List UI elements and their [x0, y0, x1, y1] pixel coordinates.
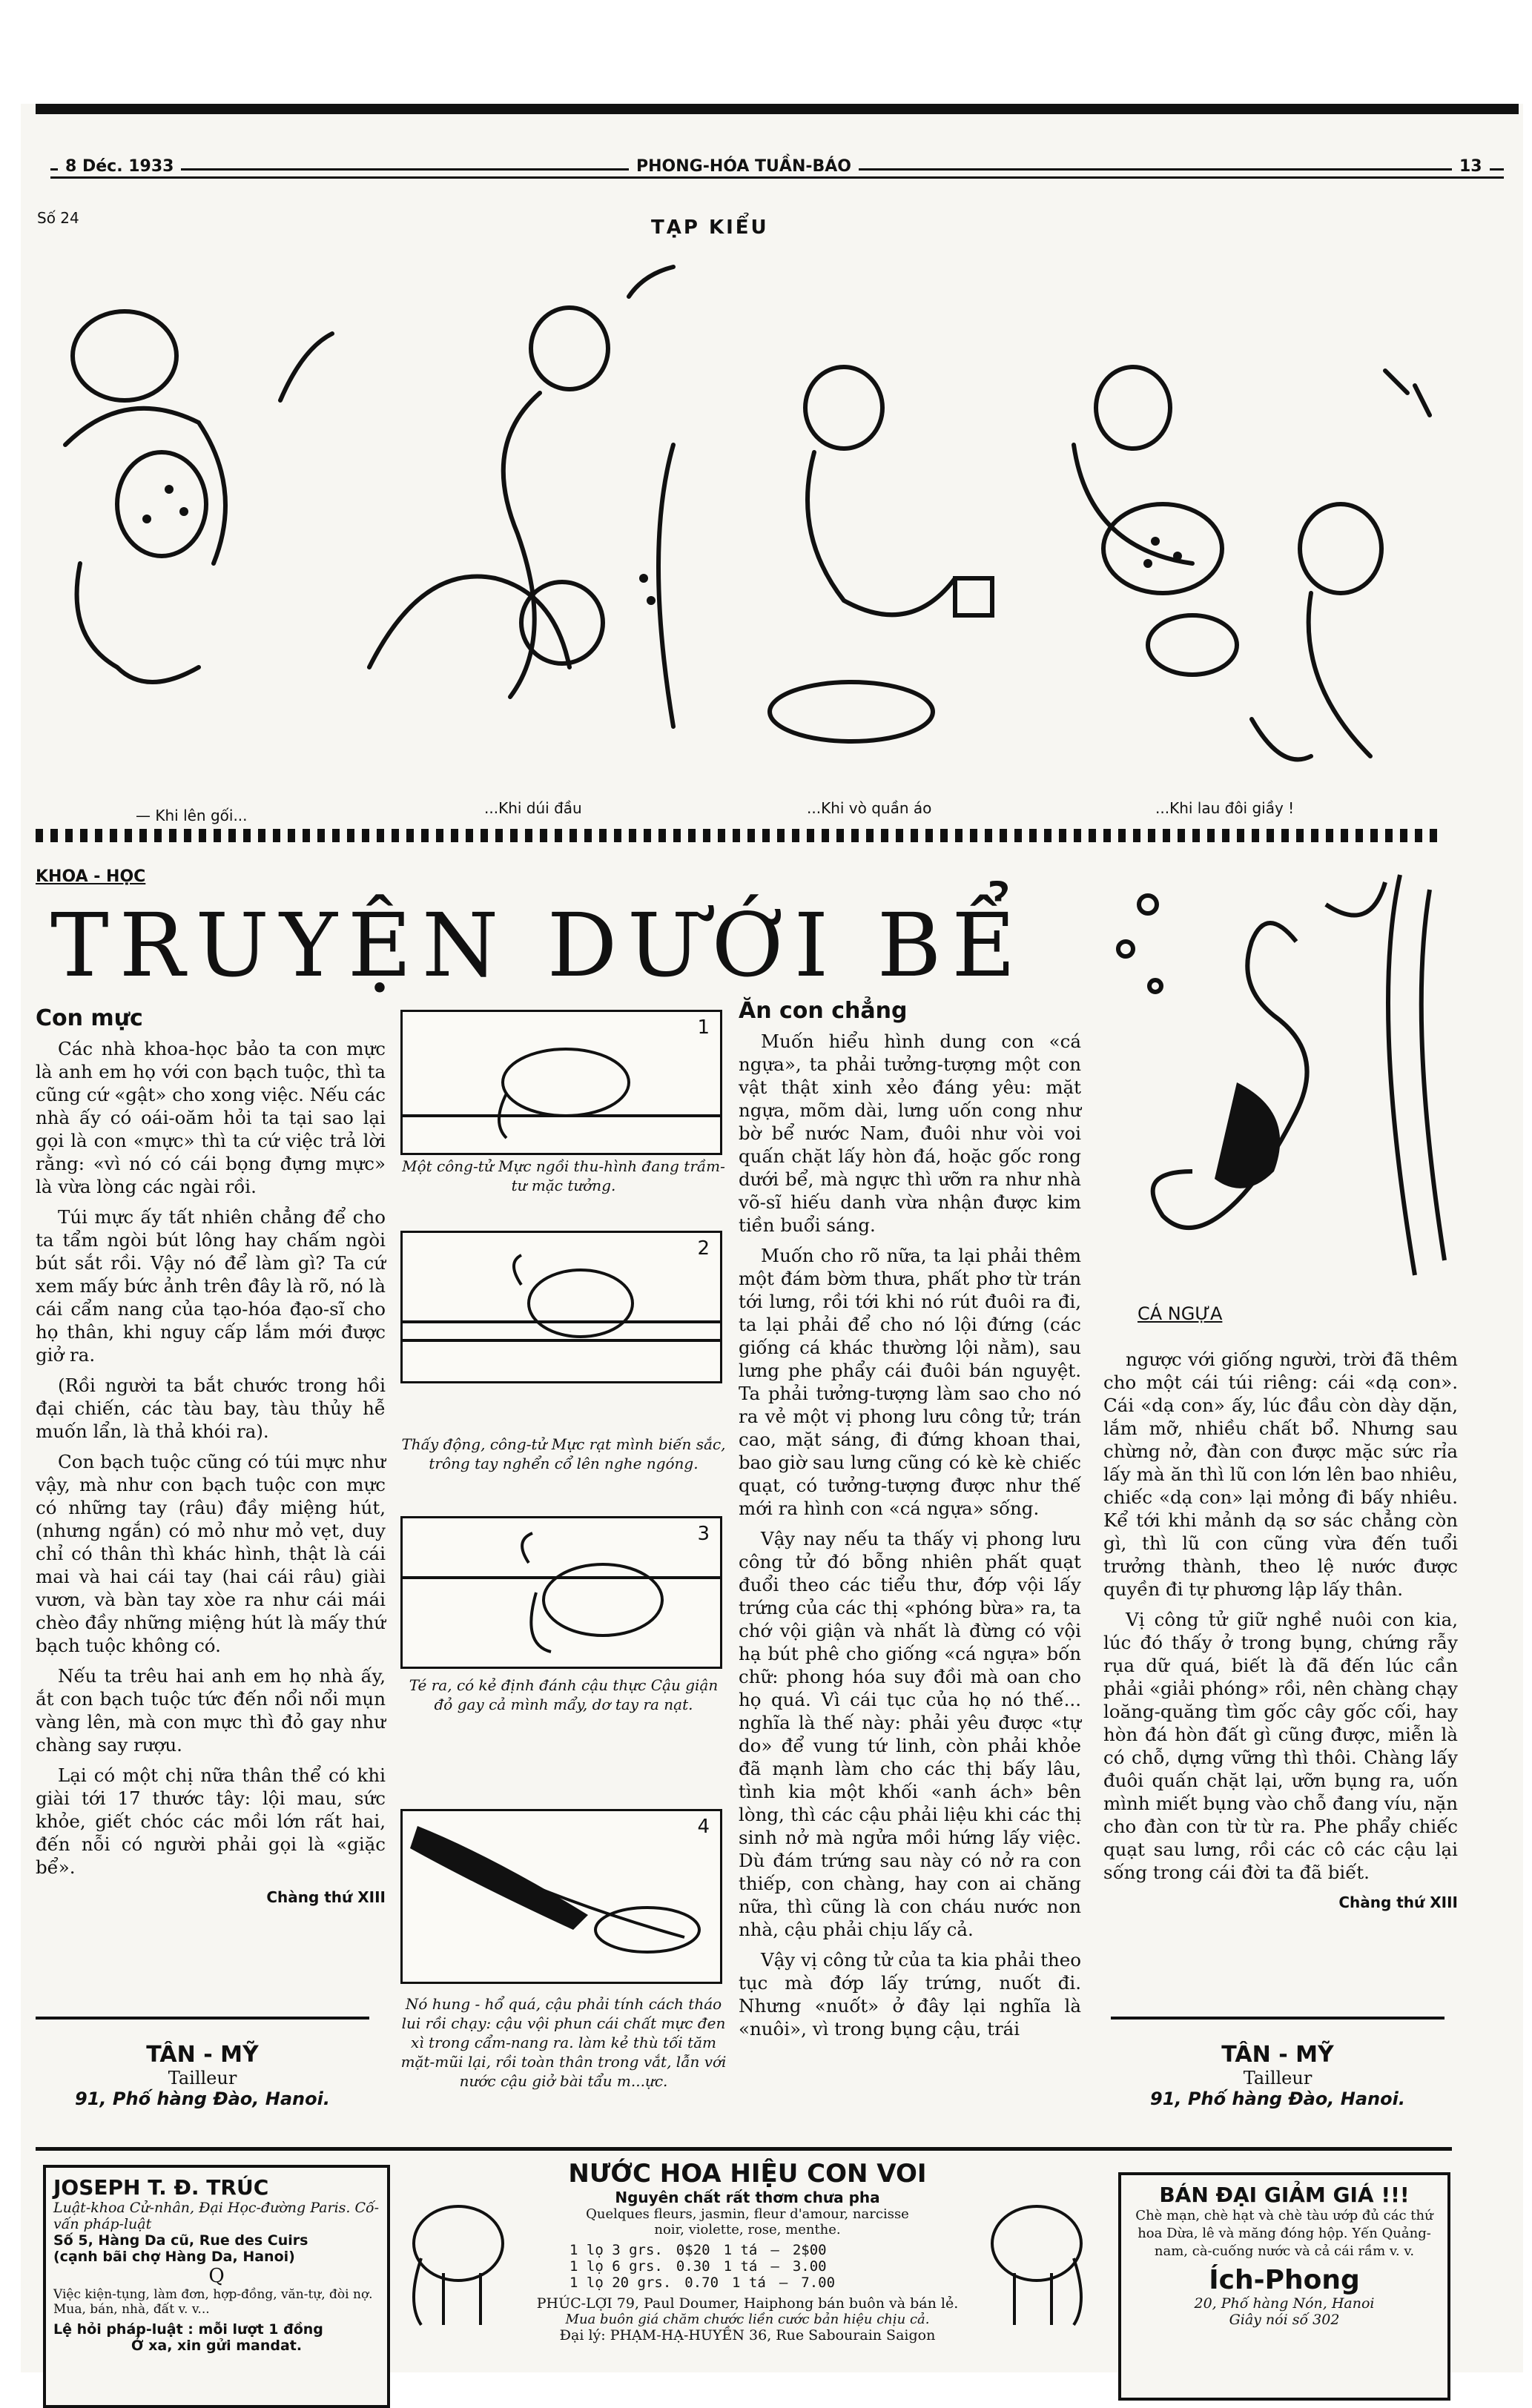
squid-illustration-2: [403, 1233, 720, 1381]
left-para-2: Túi mực ấy tất nhiên chẳng để cho ta tẩm ngòi bút lông hay chấm ngòi bút sắt rồi. Vậy nó để làm gì? Ta cứ xem mấy bức ảnh trên đây là rõ, nó là cái cẩm nang của tạo-hóa đạo-sĩ cho họ thân, khi nguy cấp lắm mới được giở ra.: [36, 1206, 386, 1366]
tailor-ad-left: [36, 2017, 369, 2109]
cartoon-caption-4: ...Khi lau đôi giầy !: [1155, 799, 1295, 817]
price-dozen: 7.00: [801, 2275, 836, 2291]
tea-address: 20, Phố hàng Nón, Hanoi: [1194, 2295, 1375, 2312]
panel-2-caption: Thấy động, công-tử Mực rạt mình biến sắc, trông tay nghển cổ lên nghe ngóng.: [401, 1435, 726, 1472]
left-para-5: Nếu ta trêu hai anh em họ nhà ấy, ắt con bạch tuộc tức đến nổi nổi mụn vàng lên, mà con mực thì đỏ gay như chàng say rượu.: [36, 1665, 386, 1756]
lawyer-name: JOSEPH T. Đ. TRÚC: [53, 2175, 269, 2200]
mid-para-2: Muốn cho rõ nữa, ta lại phải thêm một đám bờm thưa, phất phơ từ trán tới lưng, rồi tới khi nó rút đuôi ra đi, ta lại phải để cho nó lội đứng (các giống cá khác thường lội nằm), sau lưng phe phẩy cái đuôi bán nguyệt. Ta phải tưởng-tượng làm sao cho nó ra vẻ một vị phong lưu công tử; trán cao, mặt sáng, đi đứng khoan thai, bao giờ sau lưng cũng có kè kè chiếc quạt, có tưởng-tượng được như thế mới ra hình con «cá ngựa» sống.: [739, 1245, 1081, 1519]
price-size: 1 lọ 6 grs.: [569, 2258, 663, 2275]
tailor-name-right: TÂN - MỸ: [1221, 2042, 1334, 2068]
panel-4-number: 4: [697, 1816, 710, 1838]
left-para-4: Con bạch tuộc cũng có túi mực như vậy, mà như con bạch tuộc con mực có những tay (râu) đầy miệng hút, (nhưng ngắn) có mỏ như mỏ vẹt, duy chỉ có thân thì khác hình, thật là cái mai và hai cái tay (hai cái râu) giài vươn, và bàn tay xòe ra như cái mái chèo đầy những miệng hút là mấy thứ bạch tuộc không có.: [36, 1451, 386, 1656]
tailor-address-left: 91, Phố hàng Đào, Hanoi.: [75, 2088, 330, 2109]
tea-brand: Ích-Phong: [1209, 2265, 1360, 2295]
section-label: KHOA - HỌC: [36, 867, 146, 886]
right-signature: Chàng thứ XIII: [1338, 1893, 1458, 1911]
price-size: 1 lọ 20 grs.: [569, 2275, 672, 2291]
panel-3: [400, 1516, 722, 1669]
tea-phone: Giây nói số 302: [1229, 2312, 1340, 2328]
header-page-number: 13: [1452, 157, 1490, 176]
left-para-6: Lại có một chị nữa thân thể có khi giài tới 17 thước tây: lội mau, sức khỏe, giết chóc các mồi lớn rất hai, đến nỗi có người phải gọi là «giặc bể».: [36, 1764, 386, 1878]
price-dozen: 3.00: [792, 2258, 827, 2275]
perfume-dealer: PHÚC-LỢI 79, Paul Doumer, Haiphong bán buôn và bán lẻ.: [536, 2295, 959, 2312]
seahorse-label: CÁ NGỰA: [1138, 1303, 1223, 1324]
tea-ad: [1118, 2172, 1450, 2401]
left-para-1: Các nhà khoa-học bảo ta con mực là anh em họ với con bạch tuộc, thì ta cũng cứ «gật» cho xong việc. Nếu các nhà ấy có oái-oăm hỏi ta tại sao lại gọi là con «mực» thì ta cứ việc trả lời rằng: «vì nó có cái bọng đựng mực» là vừa lòng các ngài rồi.: [36, 1038, 386, 1197]
left-signature: Chàng thứ XIII: [266, 1888, 386, 1906]
price-dozen-label: 1 tá: [732, 2275, 766, 2291]
squid-illustration-4: [403, 1811, 720, 1982]
seahorse-illustration: [1103, 860, 1459, 1305]
right-para-1: ngược với giống người, trời đã thêm cho một cái túi riêng: cái «dạ con». Cái «dạ con» ấy, lúc đầu còn dày dặn, lắm mỡ, nhiều chất bổ. Nhưng sau chừng nở, đàn con được mặc sức rỉa lấy mà ăn thì lũ con lớn lên bao nhiêu, chiếc «dạ con» lại mỏng đi bấy nhiêu. Kể tới khi mảnh dạ sơ sác chẳng còn gì, thì lũ con cũng vừa đến tuổi trưởng thành, theo lệ nước được quyền đi tự phương lập lấy thân.: [1103, 1349, 1458, 1600]
price-dash: —: [770, 2242, 779, 2258]
perfume-scents-1: Quelques fleurs, jasmin, fleur d'amour, narcisse: [586, 2206, 909, 2222]
wavy-divider: [36, 829, 1444, 842]
article-title: TRUYỆN DƯỚI BỂ: [50, 894, 1026, 996]
elephant-left-illustration: [399, 2184, 518, 2332]
middle-heading: Ăn con chẳng: [739, 998, 908, 1024]
lawyer-line-1: Luật-khoa Cử-nhân, Đại Học-đường Paris. Cố-vấn pháp-luật: [53, 2200, 380, 2232]
perfume-title: NƯỚC HOA HIỆU CON VOI: [568, 2159, 927, 2189]
top-border: [36, 104, 1519, 114]
price-unit: 0.30: [676, 2258, 710, 2275]
elephant-right-illustration: [977, 2184, 1096, 2332]
panel-2-number: 2: [697, 1237, 710, 1260]
right-column: [1103, 1348, 1458, 1914]
tailor-address-right: 91, Phố hàng Đào, Hanoi.: [1150, 2088, 1405, 2109]
panel-3-number: 3: [697, 1523, 710, 1545]
tailor-trade-left: Tailleur: [168, 2068, 237, 2088]
middle-column: [739, 999, 1081, 2048]
ads-divider: [36, 2147, 1452, 2151]
panel-3-caption: Té ra, có kẻ định đánh cậu thực Cậu giận đỏ gay cả mình mẩy, dơ tay ra nạt.: [409, 1676, 719, 1713]
right-para-2: Vị công tử giữ nghề nuôi con kia, lúc đó thấy ở trong bụng, chứng rẫy rụa dữ quá, biết là đã đến lúc cần phải «giải phóng» rồi, nên chàng chạy loăng-quăng tìm gốc cây gốc cối, hay hòn đá hòn đất gì cũng được, miễn là có chỗ, dựng vững thì thôi. Chàng lấy đuôi quấn chặt lại, ưỡn bụng ra, uốn mình miết bụng vào chỗ đang víu, nặn cho đàn con từ từ ra. Phe phẩy chiếc quạt sau lưng, rồi các cô các cậu lại sống trong cái đời ta đã biết.: [1103, 1609, 1458, 1883]
tailor-trade-right: Tailleur: [1243, 2068, 1313, 2088]
perfume-agent: Đại lý: PHẠM-HẠ-HUYỀN 36, Rue Sabourain Saigon: [559, 2327, 936, 2344]
price-unit: 0.70: [684, 2275, 719, 2291]
left-column: [36, 1007, 386, 1909]
newspaper-page: [21, 104, 1523, 2372]
cartoon-caption-2: ...Khi dúi đầu: [484, 799, 582, 817]
price-unit: 0$20: [676, 2242, 710, 2258]
panel-2: [400, 1231, 722, 1383]
perfume-subtitle: Nguyên chất rất thơm chưa pha: [615, 2189, 880, 2206]
squid-illustration-1: [403, 1012, 720, 1153]
tailor-name-left: TÂN - MỸ: [146, 2042, 259, 2068]
panel-4: [400, 1809, 722, 1984]
cartoon-strip: [36, 252, 1459, 786]
page-header: [50, 157, 1504, 187]
perfume-scents-2: noir, violette, rose, menthe.: [654, 2222, 841, 2237]
issue-number: Số 24: [37, 209, 79, 227]
price-dozen-label: 1 tá: [723, 2258, 758, 2275]
cartoon-title: TẠP KIỂU: [651, 216, 769, 239]
lawyer-line-6: Ở xa, xin gửi mandat.: [131, 2338, 303, 2354]
cartoon-caption-1: — Khi lên gối...: [136, 807, 248, 824]
tailor-ad-right: [1111, 2017, 1444, 2109]
left-para-3: (Rồi người ta bắt chước trong hồi đại chiến, các tàu bay, tàu thủy hễ muốn lẩn, là thả khói ra).: [36, 1375, 386, 1442]
header-paper-name: PHONG-HÓA TUẦN-BÁO: [629, 157, 859, 176]
price-size: 1 lọ 3 grs.: [569, 2242, 663, 2258]
panel-1: [400, 1010, 722, 1155]
tea-body: Chè mạn, chè hạt và chè tàu ướp đủ các thứ hoa Dừa, lê và măng đóng hộp. Yến Quảng-nam, cà-cuống nước và cả cái rầm v. v.: [1135, 2208, 1433, 2259]
seahorse-picture: [1103, 860, 1459, 1334]
cartoon-illustration: [36, 252, 1459, 786]
tea-title: BÁN ĐẠI GIẢM GIÁ !!!: [1159, 2183, 1410, 2207]
cartoon-caption-3: ...Khi vò quần áo: [807, 799, 932, 817]
squid-illustration-3: [403, 1518, 720, 1667]
mid-para-3: Vậy nay nếu ta thấy vị phong lưu công tử đó bỗng nhiên phất quạt đuổi theo các tiểu thư, đớp vội lấy trứng của các thị «phóng bừa» ra, ta chớ vội giận và nhất là đừng có vội hạ bút phê cho giống «cá ngựa» bốn chữ: phong hóa suy đồi mà oan cho họ quá. Vì cái tục của họ nó thế... nghĩa là thế này: phải yêu được «tự do» để vung tứ linh, còn phải khỏe đã mạnh làm cho các thị bấy lâu, tình kia một khối «anh ách» bên lòng, thì các cậu phải liệu khi các thị sinh nở mà ngửa mồi hứng lấy việc. Dù đám trứng sau này có nở ra con thiếp, con chàng, hay con ai chăng nữa, thì cũng là con cháu nước non nhà, cậu phải chịu lấy cả.: [739, 1528, 1081, 1940]
price-dozen-label: 1 tá: [723, 2242, 758, 2258]
perfume-note: Mua buôn giá chăm chước liền cước bản hiệu chịu cả.: [565, 2312, 930, 2327]
mid-para-4: Vậy vị công tử của ta kia phải theo tục mà đớp lấy trứng, nuốt đi. Nhưng «nuốt» ở đây lại nghĩa là «nuôi», vì trong bụng cậu, trái: [739, 1949, 1081, 2040]
lawyer-ornament: Q: [208, 2265, 225, 2287]
price-dozen: 2$00: [792, 2242, 827, 2258]
panel-1-number: 1: [697, 1016, 710, 1039]
panel-4-caption: Nó hung - hổ quá, cậu phải tính cách tháo lui rồi chạy: cậu vội phun cái chất mực đen xì trong cẩm-nang ra. làm kẻ thù tối tăm mặt-mũi lại, rồi toàn thân trong vắt, lẫn với nước cậu giở bài tẩu m...ực.: [400, 1995, 727, 2090]
price-dash: —: [779, 2275, 788, 2291]
price-dash: —: [770, 2258, 779, 2275]
lawyer-line-4: Việc kiện-tụng, làm đơn, hợp-đồng, văn-tự, đòi nợ. Mua, bán, nhà, đất v. v...: [53, 2287, 373, 2317]
left-heading: Con mực: [36, 1005, 143, 1031]
mid-para-1: Muốn hiểu hình dung con «cá ngựa», ta phải tưởng-tượng một con vật thật xinh xẻo đáng yêu: mặt ngựa, mõm dài, lưng uốn cong như bờ bể nước Nam, đuôi như vòi voi quấn chặt lấy hòn đá, hoặc gốc rong dưới bể, mà ngực thì ưỡn ra như nhà võ-sĩ hiếu danh vừa nhận được kim tiền buổi sáng.: [739, 1031, 1081, 1236]
header-date: 8 Déc. 1933: [58, 157, 181, 176]
lawyer-line-5: Lệ hỏi pháp-luật : mỗi lượt 1 đồng: [53, 2321, 323, 2338]
panel-1-caption: Một công-tử Mực ngồi thu-hình đang trầm-tư mặc tưởng.: [402, 1157, 725, 1194]
lawyer-line-3: (cạnh bãi chợ Hàng Da, Hanoi): [53, 2249, 295, 2265]
perfume-ad: [392, 2154, 1103, 2399]
lawyer-ad: [43, 2165, 390, 2408]
lawyer-line-2: Số 5, Hàng Da cũ, Rue des Cuirs: [53, 2232, 308, 2249]
